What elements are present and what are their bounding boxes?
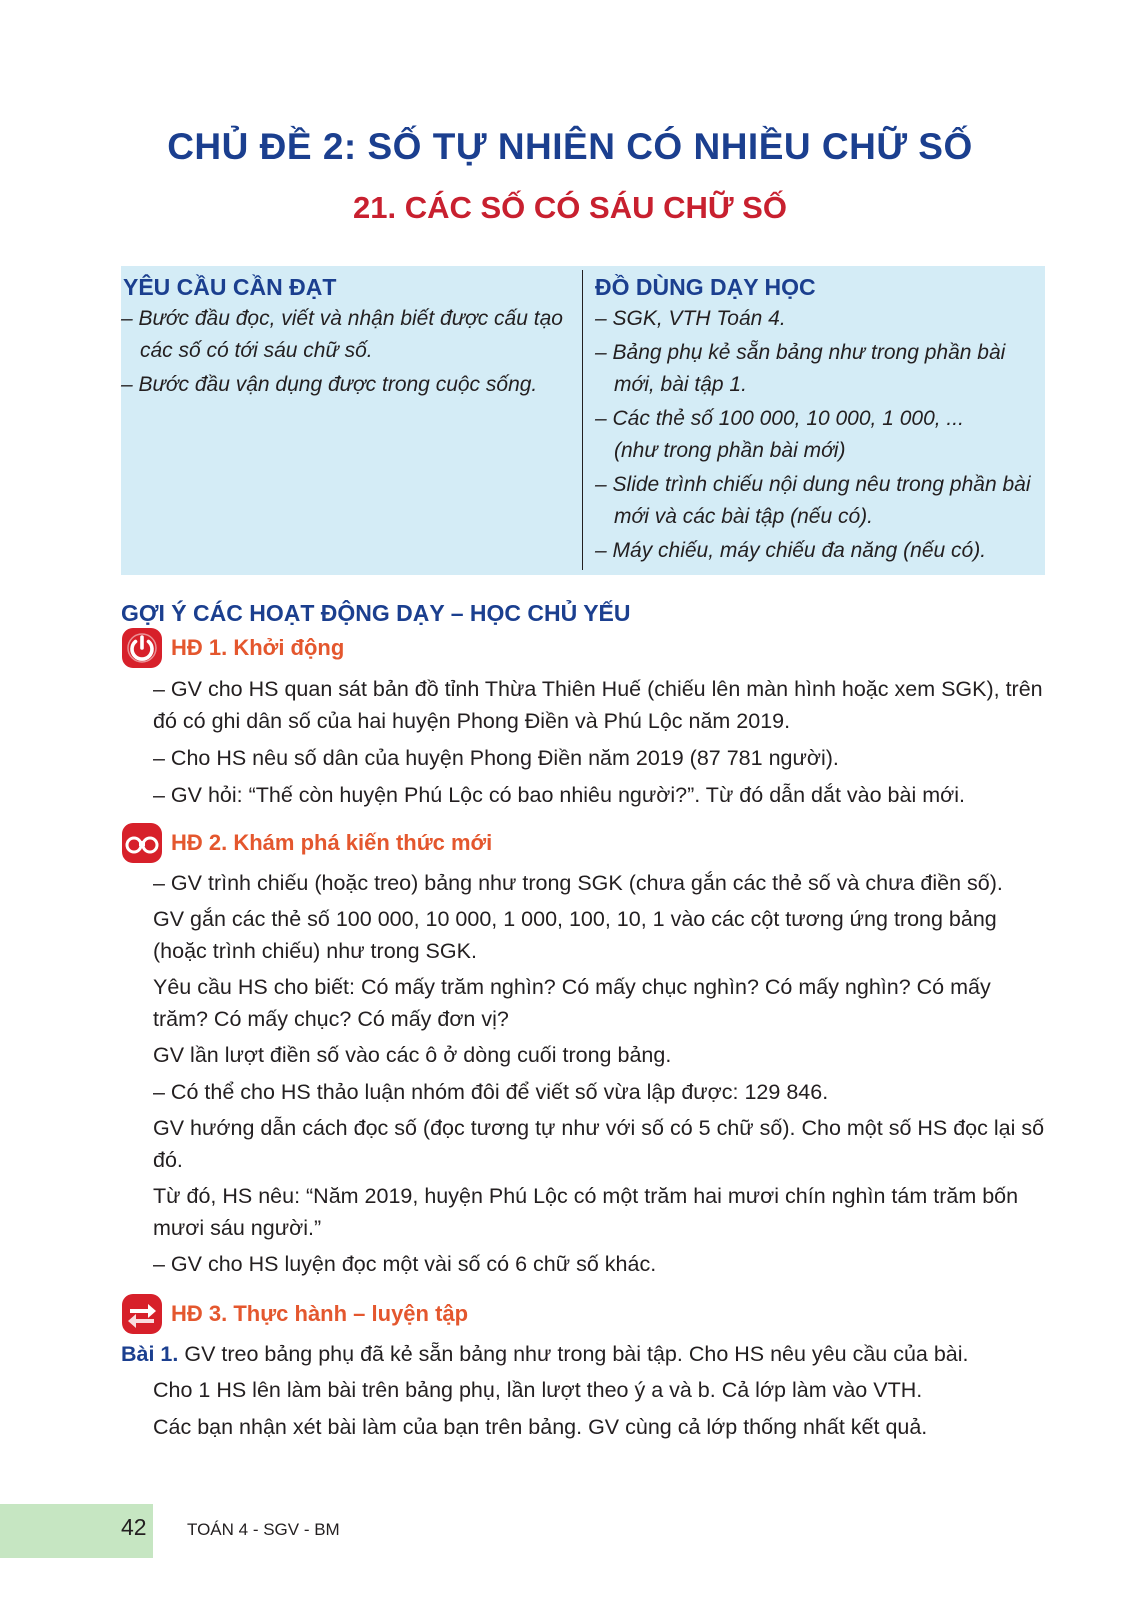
hd2-heading bbox=[121, 822, 492, 864]
list-item: – Bước đầu đọc, viết và nhận biết được cấu tạo các số có tới sáu chữ số. bbox=[121, 303, 572, 367]
bai1-line bbox=[121, 1338, 1051, 1370]
requirements-list bbox=[121, 303, 583, 401]
bai1-paragraph: Các bạn nhận xét bài làm của bạn trên bảng. GV cùng cả lớp thống nhất kết quả. bbox=[153, 1415, 928, 1439]
hd2-paragraph: GV hướng dẫn cách đọc số (đọc tương tự như với số có 5 chữ số). Cho một số HS đọc lại số đó. bbox=[153, 1116, 1045, 1172]
bai1-text: GV treo bảng phụ đã kẻ sẵn bảng như trong bài tập. Cho HS nêu yêu cầu của bài. bbox=[184, 1342, 969, 1366]
requirements-title: YÊU CẦU CẦN ĐẠT bbox=[123, 274, 337, 300]
hd3-label: HĐ 3. Thực hành – luyện tập bbox=[171, 1301, 469, 1326]
list-item: – Slide trình chiếu nội dung nêu trong phần bài mới và các bài tập (nếu có). bbox=[595, 469, 1045, 533]
hd1-heading bbox=[121, 627, 344, 669]
hd2-paragraph: GV lần lượt điền số vào các ô ở dòng cuối trong bảng. bbox=[153, 1043, 672, 1067]
activities-title: GỢI Ý CÁC HOẠT ĐỘNG DẠY – HỌC CHỦ YẾU bbox=[121, 600, 631, 626]
lesson-title: 21. CÁC SỐ CÓ SÁU CHỮ SỐ bbox=[353, 190, 787, 225]
hd2-paragraph: – Có thể cho HS thảo luận nhóm đôi để viết số vừa lập được: 129 846. bbox=[153, 1080, 829, 1104]
power-icon bbox=[121, 627, 163, 669]
list-item: – Các thẻ số 100 000, 10 000, 1 000, ... (như trong phần bài mới) bbox=[595, 403, 974, 467]
hd1-paragraph: – GV cho HS quan sát bản đồ tỉnh Thừa Thiên Huế (chiếu lên màn hình hoặc xem SGK), trên đó có ghi dân số của hai huyện Phong Điền và Phú Lộc năm 2019. bbox=[153, 677, 1043, 733]
book-title: TOÁN 4 - SGV - BM bbox=[187, 1520, 340, 1539]
hd2-label: HĐ 2. Khám phá kiến thức mới bbox=[171, 830, 493, 855]
hd2-paragraph: GV gắn các thẻ số 100 000, 10 000, 1 000, 100, 10, 1 vào các cột tương ứng trong bảng (hoặc trình chiếu) như trong SGK. bbox=[153, 907, 997, 963]
materials-title: ĐỒ DÙNG DẠY HỌC bbox=[595, 274, 816, 300]
list-item: – Bước đầu vận dụng được trong cuộc sống. bbox=[121, 369, 583, 401]
hd1-label: HĐ 1. Khởi động bbox=[171, 635, 345, 660]
hd2-paragraph: Từ đó, HS nêu: “Năm 2019, huyện Phú Lộc có một trăm hai mươi chín nghìn tám trăm bốn mươi sáu người.” bbox=[153, 1184, 1019, 1240]
topic-title: CHỦ ĐỀ 2: SỐ TỰ NHIÊN CÓ NHIỀU CHỮ SỐ bbox=[167, 126, 973, 167]
hd2-paragraph: – GV trình chiếu (hoặc treo) bảng như trong SGK (chưa gắn các thẻ số và chưa điền số). bbox=[153, 871, 1003, 895]
info-box bbox=[121, 266, 1045, 575]
materials-list bbox=[595, 303, 1045, 567]
hd2-paragraph: – GV cho HS luyện đọc một vài số có 6 chữ số khác. bbox=[153, 1252, 657, 1276]
materials-column bbox=[595, 266, 1045, 569]
column-divider bbox=[582, 270, 583, 570]
requirements-column bbox=[121, 266, 583, 403]
bai1-paragraph: Cho 1 HS lên làm bài trên bảng phụ, lần lượt theo ý a và b. Cả lớp làm vào VTH. bbox=[153, 1378, 923, 1402]
list-item: – Máy chiếu, máy chiếu đa năng (nếu có). bbox=[595, 535, 1045, 567]
list-item: – Bảng phụ kẻ sẵn bảng như trong phần bài mới, bài tập 1. bbox=[595, 337, 1045, 401]
hd2-paragraph: Yêu cầu HS cho biết: Có mấy trăm nghìn? Có mấy chục nghìn? Có mấy nghìn? Có mấy trăm? Có mấy chục? Có mấy đơn vị? bbox=[153, 975, 991, 1031]
list-item: – SGK, VTH Toán 4. bbox=[595, 303, 1045, 335]
swap-arrows-icon bbox=[121, 1293, 163, 1335]
page-number: 42 bbox=[121, 1514, 147, 1540]
hd1-paragraph: – GV hỏi: “Thế còn huyện Phú Lộc có bao nhiêu người?”. Từ đó dẫn dắt vào bài mới. bbox=[153, 783, 965, 807]
binoculars-icon bbox=[121, 822, 163, 864]
hd1-paragraph: – Cho HS nêu số dân của huyện Phong Điền năm 2019 (87 781 người). bbox=[153, 746, 839, 770]
bai1-label: Bài 1. bbox=[121, 1342, 179, 1366]
hd3-heading bbox=[121, 1293, 468, 1335]
